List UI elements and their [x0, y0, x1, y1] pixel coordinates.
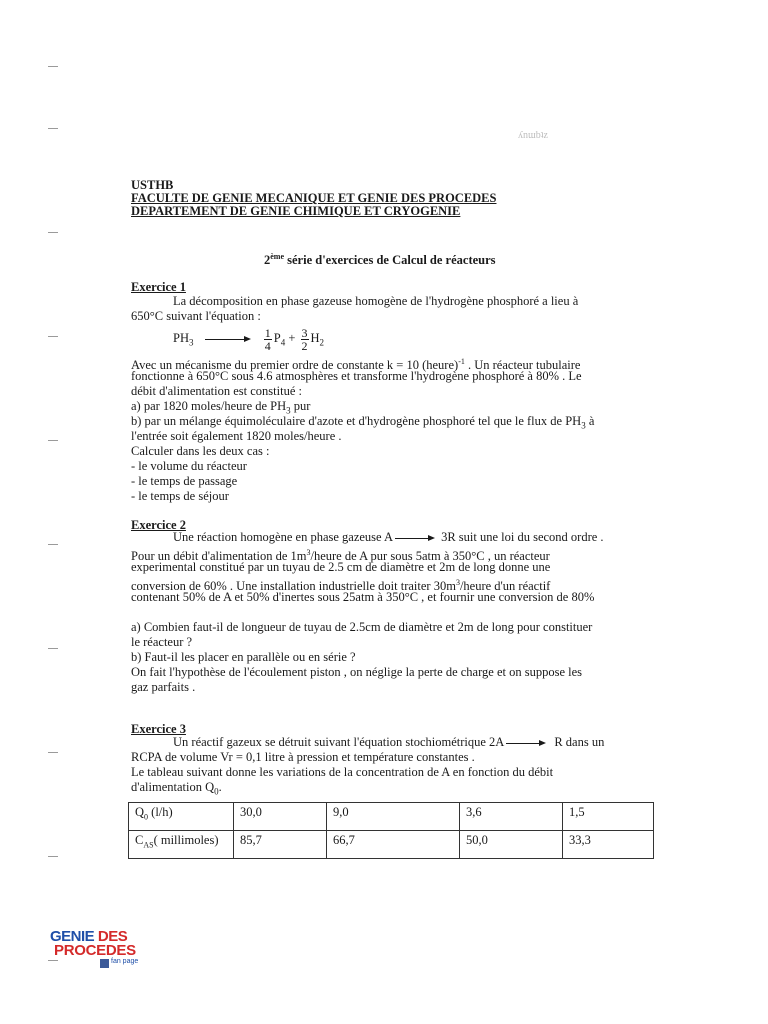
- table-cell: 85,7: [234, 831, 327, 859]
- table-cell: 1,5: [563, 803, 654, 831]
- margin-mark: [48, 336, 58, 337]
- paragraph-line: RCPA de volume Vr = 0,1 litre à pression et température constantes .: [131, 750, 475, 764]
- table-cell: 33,3: [563, 831, 654, 859]
- paragraph-line: a) par 1820 moles/heure de $PH_3$ pur: [131, 399, 311, 416]
- paragraph-line: l'entrée soit également 1820 moles/heure .: [131, 429, 342, 443]
- table-cell: 30,0: [234, 803, 327, 831]
- paragraph-line: Pour un débit d'alimentation de $1m^3$/heure de A pur sous 5atm à 350°C , un réacteur: [131, 548, 550, 564]
- genie-des-procedes-logo: [50, 928, 142, 980]
- table-header-cell: $C_{AS}$( millimoles): [129, 831, 234, 859]
- paragraph-line: On fait l'hypothèse de l'écoulement piston , on néglige la perte de charge et on suppose les: [131, 665, 583, 679]
- exercise-3-heading: Exercice 3: [131, 722, 186, 736]
- margin-mark: [48, 440, 58, 441]
- paragraph-line: experimental constitué par un tuyau de 2.5 cm de diamètre et 2m de long donne une: [131, 560, 551, 574]
- margin-mark: [48, 544, 58, 545]
- margin-mark: [48, 66, 58, 67]
- paragraph-line: Le tableau suivant donne les variations de la concentration de A en fonction du débit: [131, 765, 554, 779]
- table-row: [129, 831, 654, 859]
- data-table: [128, 802, 654, 859]
- list-item: - le temps de passage: [131, 474, 238, 488]
- question-line: b) Faut-il les placer en parallèle ou en série ?: [131, 650, 356, 664]
- fraction: $\frac{1}{4}$: [264, 325, 271, 353]
- paragraph-line: débit d'alimentation est constitué :: [131, 384, 302, 398]
- logo-line-2: PROCEDES: [54, 942, 136, 959]
- paragraph-line: 650°C suivant l'équation :: [131, 309, 261, 323]
- paragraph-line: Calculer dans les deux cas :: [131, 444, 270, 458]
- table-header-cell: $Q_0$ (l/h): [129, 803, 234, 831]
- reaction-equation: $PH_3$ $\frac{1}{4}$ $P_4$ + $\frac{3}{2}$ $H_2$: [173, 325, 325, 353]
- paragraph-line: fonctionne à 650°C sous 4.6 atmosphères et transforme l'hydrogène phosphoré à 80% . Le: [131, 369, 582, 383]
- list-item: - le temps de séjour: [131, 489, 229, 503]
- paragraph-line: gaz parfaits .: [131, 680, 196, 694]
- university-name: USTHB: [131, 178, 174, 192]
- logo-fan-page-label: fan page: [111, 958, 139, 965]
- margin-mark: [48, 648, 58, 649]
- exercise-1-heading: Exercice 1: [131, 280, 186, 294]
- department-name: DEPARTEMENT DE GENIE CHIMIQUE ET CRYOGENIE: [131, 204, 461, 218]
- series-title: 2ème série d'exercices de Calcul de réacteurs: [264, 252, 496, 268]
- paragraph-line: b) par un mélange équimoléculaire d'azote et d'hydrogène phosphoré tel que le flux de $PH_3$ à: [131, 414, 595, 431]
- margin-mark: [48, 856, 58, 857]
- table-cell: 3,6: [460, 803, 563, 831]
- paragraph-line: Avec un mécanisme du premier ordre de constante k = 10 (heure)$^{-1}$ . Un réacteur tubulaire: [131, 357, 581, 373]
- paragraph-line: Une réaction homogène en phase gazeuse A 3R suit une loi du second ordre .: [173, 530, 604, 544]
- exercise-2-heading: Exercice 2: [131, 518, 186, 532]
- faculty-name: FACULTE DE GENIE MECANIQUE ET GENIE DES PROCEDES: [131, 191, 497, 205]
- fraction: $\frac{3}{2}$: [301, 325, 308, 353]
- paragraph-line: contenant 50% de A et 50% d'inertes sous 25atm à 350°C , et fournir une conversion de 80%: [131, 590, 595, 604]
- question-line: a) Combien faut-il de longueur de tuyau de 2.5cm de diamètre et 2m de long pour constituer: [131, 620, 593, 634]
- paragraph-line: conversion de 60% . Une installation industrielle doit traiter $30m^3$/heure d'un réactif: [131, 578, 551, 594]
- scan-stamp: ʎnɯbʇz: [518, 130, 548, 141]
- table-cell: 50,0: [460, 831, 563, 859]
- facebook-icon: [100, 959, 109, 968]
- paragraph-line: Un réactif gazeux se détruit suivant l'équation stochiométrique 2A R dans un: [173, 735, 605, 749]
- table-cell: 66,7: [327, 831, 460, 859]
- margin-mark: [48, 232, 58, 233]
- margin-mark: [48, 128, 58, 129]
- table-row: [129, 803, 654, 831]
- question-line: le réacteur ?: [131, 635, 193, 649]
- list-item: - le volume du réacteur: [131, 459, 247, 473]
- logo-line-1: GENIE DES: [50, 928, 128, 945]
- margin-mark: [48, 752, 58, 753]
- reaction-arrow-icon: [395, 533, 435, 543]
- table-cell: 9,0: [327, 803, 460, 831]
- paragraph-line: d'alimentation $Q_0$.: [131, 780, 222, 797]
- reaction-arrow-icon: [506, 738, 546, 748]
- reaction-arrow-icon: [205, 334, 251, 344]
- paragraph-line: La décomposition en phase gazeuse homogène de l'hydrogène phosphoré a lieu à: [173, 294, 579, 308]
